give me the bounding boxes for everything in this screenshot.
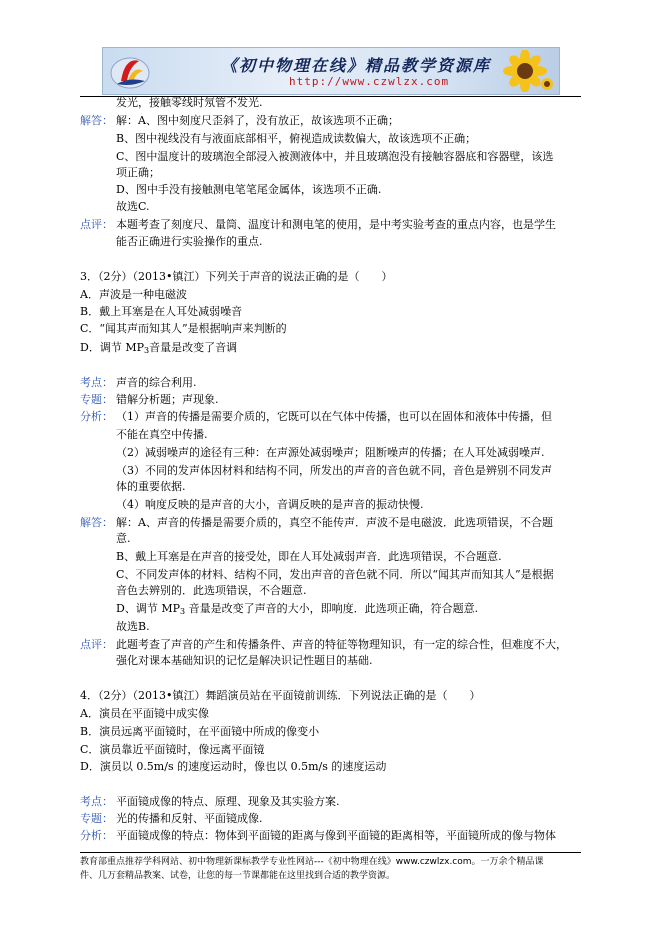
- question-3-answer-line-d: [116, 602, 478, 619]
- question-3-option-b: B．戴上耳塞是在人耳处减弱噪音: [80, 305, 243, 318]
- answer-d-text: 音量是改变了声音的大小，即响度．此选项正确，符合题意.: [185, 602, 479, 615]
- option-d-text: 音量是改变了音调: [149, 341, 238, 354]
- label-topic: 专题：: [80, 812, 113, 825]
- question-4-option-d: D．演员以 0.5m/s 的速度运动时，像也以 0.5m/s 的速度运动: [80, 760, 387, 773]
- question-3-answer-line: B、戴上耳塞是在声音的接受处，即在人耳处减弱声音．此选项错误，不合题意.: [116, 550, 502, 563]
- question-3-option-c: C．“闻其声而知其人”是根据响声来判断的: [80, 322, 287, 335]
- subscript: 3: [179, 607, 186, 616]
- question-4-option-a: A．演员在平面镜中成实像: [80, 707, 209, 720]
- question-3-comment-line: 此题考查了声音的产生和传播条件、声音的特征等物理知识，有一定的综合性，但难度不大，: [116, 638, 567, 651]
- header-banner: [102, 47, 560, 95]
- label-analysis: 分析：: [80, 410, 113, 423]
- question-3-analysis-line: 体的重要依据.: [116, 480, 186, 493]
- prev-answer-line: C、图中温度计的玻璃泡全部浸入被测液体中，并且玻璃泡没有接触容器底和容器壁，该选: [116, 150, 554, 163]
- question-3-answer-line: 故选B.: [116, 620, 150, 633]
- question-3-answer-line: 意.: [116, 532, 131, 545]
- question-3-topic: 错解分析题；声现象.: [116, 393, 219, 406]
- question-3-answer-line: 解：A、声音的传播是需要介质的，真空不能传声．声波不是电磁波．此选项错误，不合题: [116, 516, 553, 529]
- sunflower-icon: [495, 50, 555, 92]
- label-analysis: 分析：: [80, 829, 113, 842]
- prev-answer-line: 项正确；: [116, 166, 160, 179]
- question-3-answer-line: 音色去辨别的．此选项错误，不合题意.: [116, 584, 307, 597]
- prev-answer-line: D、图中手没有接触测电笔笔尾金属体，该选项不正确.: [116, 183, 382, 196]
- label-knowledge-point: 考点：: [80, 376, 113, 389]
- subscript: 3: [143, 346, 150, 355]
- question-3-stem: 3．（2分）（2013•镇江）下列关于声音的说法正确的是（ ）: [80, 270, 393, 283]
- prev-comment-line: 本题考查了刻度尺、量筒、温度计和测电笔的使用，是中考实验考查的重点内容，也是学生: [116, 218, 556, 231]
- question-3-analysis-line: 不能在真空中传播.: [116, 428, 208, 441]
- question-3-option-d: [80, 341, 237, 358]
- question-3-answer-line: C、不同发声体的材料、结构不同，发出声音的音色就不同．所以“闻其声而知其人”是根据: [116, 568, 554, 581]
- question-3-analysis-line: （1）声音的传播是需要介质的，它既可以在气体中传播，也可以在固体和液体中传播，但: [116, 410, 552, 423]
- question-3-knowledge-point: 声音的综合利用.: [116, 376, 197, 389]
- question-4-analysis-line: 平面镜成像的特点：物体到平面镜的距离与像到平面镜的距离相等，平面镜所成的像与物体: [116, 829, 556, 842]
- question-4-option-c: C．演员靠近平面镜时，像远离平面镜: [80, 743, 265, 756]
- banner-title: 《初中物理在线》精品教学资源库: [221, 56, 492, 75]
- prev-answer-line: 解：A、图中刻度尺歪斜了，没有放正，故该选项不正确；: [116, 114, 399, 127]
- banner-url[interactable]: http://www.czwlzx.com: [289, 75, 450, 88]
- question-3-option-a: A．声波是一种电磁波: [80, 288, 187, 301]
- footer-rule: [80, 852, 581, 853]
- question-3-comment-line: 强化对课本基础知识的记忆是解决识记性题目的基础.: [116, 654, 373, 667]
- site-logo-icon: [109, 51, 151, 91]
- answer-d-text: D、调节 MP: [116, 602, 180, 615]
- question-4-option-b: B．演员远离平面镜时，在平面镜中所成的像变小: [80, 725, 320, 738]
- prev-answer-line: 故选C.: [116, 200, 150, 213]
- option-d-text: D．调节 MP: [80, 341, 144, 354]
- question-3-analysis-line: （3）不同的发声体因材料和结构不同，所发出的声音的音色就不同，音色是辨别不同发声: [116, 464, 552, 477]
- question-3-analysis-line: （4）响度反映的是声音的大小，音调反映的是声音的振动快慢.: [116, 498, 424, 511]
- prev-analysis-cont: 发光，接触零线时氖管不发光.: [116, 96, 263, 109]
- question-3-analysis-line: （2）减弱噪声的途径有三种：在声源处减弱噪声；阻断噪声的传播；在人耳处减弱噪声.: [116, 446, 545, 459]
- label-comment: 点评：: [80, 218, 113, 231]
- label-answer: 解答：: [80, 114, 113, 127]
- label-comment: 点评：: [80, 638, 113, 651]
- question-4-knowledge-point: 平面镜成像的特点、原理、现象及其实验方案.: [116, 795, 340, 808]
- question-4-stem: 4．（2分）（2013•镇江）舞蹈演员站在平面镜前训练．下列说法正确的是（ ）: [80, 689, 481, 702]
- footer-line: 教育部重点推荐学科网站、初中物理新课标教学专业性网站---《初中物理在线》www.czwlzx.com。一万余个精品课: [80, 857, 544, 867]
- footer-line: 件、几万套精品教案、试卷，让您的每一节课都能在这里找到合适的教学资源。: [80, 871, 396, 881]
- label-topic: 专题：: [80, 393, 113, 406]
- label-knowledge-point: 考点：: [80, 795, 113, 808]
- prev-comment-line: 能否正确进行实验操作的重点.: [116, 235, 263, 248]
- prev-answer-line: B、图中视线没有与液面底部相平，俯视造成读数偏大，故该选项不正确；: [116, 132, 477, 145]
- question-4-topic: 光的传播和反射、平面镜成像.: [116, 812, 263, 825]
- label-answer: 解答：: [80, 516, 113, 529]
